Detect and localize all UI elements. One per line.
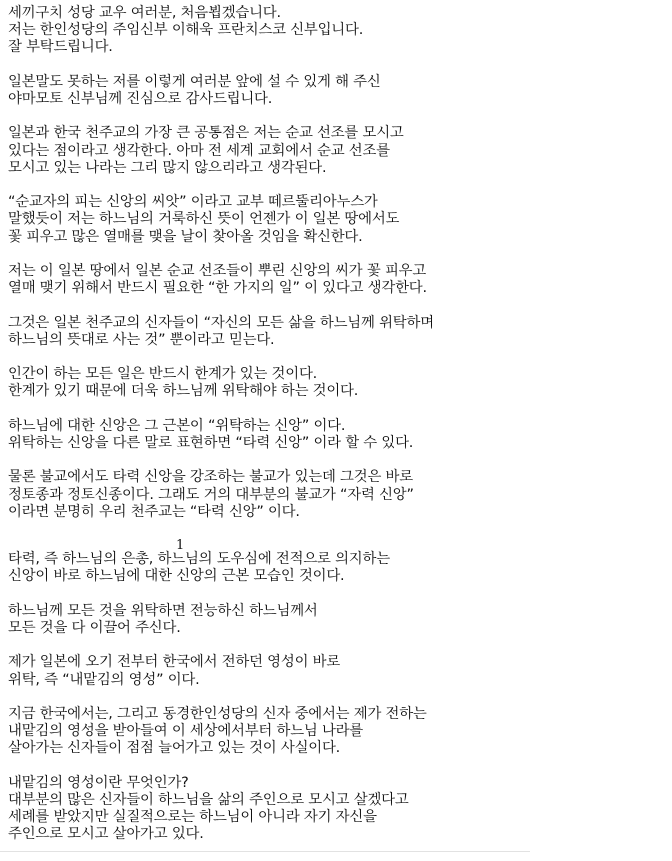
page-number: 1 bbox=[176, 538, 185, 554]
text-line: 정토종과 정토신종이다. 그래도 거의 대부분의 불교가 “자력 신앙” bbox=[8, 486, 414, 503]
text-line: 일본말도 못하는 저를 이렇게 여러분 앞에 설 수 있게 해 주신 bbox=[8, 73, 381, 90]
text-line: “순교자의 피는 신앙의 씨앗” 이라고 교부 떼르뚤리아누스가 bbox=[8, 194, 378, 211]
paragraph bbox=[8, 366, 668, 400]
text-line: 살아가는 신자들이 점점 늘어가고 있는 것이 사실이다. bbox=[8, 740, 341, 757]
text-line: 열매 맺기 위해서 반드시 필요한 “한 가지의 일” 이 있다고 생각한다. bbox=[8, 280, 427, 297]
text-line: 저는 한인성당의 주임신부 이해욱 프란치스코 신부입니다. bbox=[8, 22, 364, 39]
text-line: 제가 일본에 오기 전부터 한국에서 전하던 영성이 바로 bbox=[8, 654, 341, 671]
text-line: 일본과 한국 천주교의 가장 큰 공통점은 저는 순교 선조를 모시고 bbox=[8, 125, 404, 142]
text-line: 주인으로 모시고 살아가고 있다. bbox=[8, 826, 204, 843]
text-line: 세끼구치 성당 교우 여러분, 처음뵙겠습니다. bbox=[8, 5, 281, 21]
text-line: 꽃 피우고 많은 열매를 맺을 날이 찾아올 것임을 확신한다. bbox=[8, 228, 363, 245]
document-body bbox=[8, 5, 668, 861]
text-line: 내맡김의 영성이란 무엇인가? bbox=[8, 774, 189, 791]
paragraph bbox=[8, 538, 668, 585]
text-line: 잘 부탁드립니다. bbox=[8, 39, 113, 56]
paragraph bbox=[8, 775, 668, 844]
paragraph bbox=[8, 654, 668, 688]
text-line: 하느님에 대한 신앙은 그 근본이 “위탁하는 신앙” 이다. bbox=[8, 417, 346, 434]
text-line: 위탁, 즉 “내맡김의 영성” 이다. bbox=[8, 671, 200, 688]
text-line: 세례를 받았지만 실질적으로는 하느님이 아니라 자기 자신을 bbox=[8, 809, 377, 826]
text-line: 모시고 있는 나라는 그리 많지 않으리라고 생각된다. bbox=[8, 159, 327, 176]
text-line: 내맡김의 영성을 받아들여 이 세상에서부터 하느님 나라를 bbox=[8, 723, 364, 740]
paragraph bbox=[8, 74, 668, 108]
paragraph bbox=[8, 125, 668, 177]
text-line: 위탁하는 신앙을 다른 말로 표현하면 “타력 신앙” 이라 할 수 있다. bbox=[8, 434, 414, 451]
paragraph bbox=[8, 5, 668, 57]
text-line: 있다는 점이라고 생각한다. 아마 전 세계 교회에서 순교 선조를 bbox=[8, 142, 390, 159]
text-line: 지금 한국에서는, 그리고 동경한인성당의 신자 중에서는 제가 전하는 bbox=[8, 705, 427, 722]
paragraph bbox=[8, 418, 668, 452]
page-bottom-rule bbox=[0, 851, 530, 852]
text-line: 타력, 즉 하느님의 은총, 하느님의 도우심에 전적으로 의지하는 bbox=[8, 551, 390, 568]
text-line: 야마모토 신부님께 진심으로 감사드립니다. bbox=[8, 91, 273, 107]
paragraph bbox=[8, 194, 668, 246]
paragraph bbox=[8, 263, 668, 297]
text-line: 그것은 일본 천주교의 신자들이 “자신의 모든 삶을 하느님께 위탁하며 bbox=[8, 314, 434, 331]
text-line: 이라면 분명히 우리 천주교는 “타력 신앙” 이다. bbox=[8, 503, 300, 520]
paragraph bbox=[8, 469, 668, 521]
paragraph bbox=[8, 706, 668, 758]
text-line: 한계가 있기 때문에 더욱 하느님께 위탁해야 하는 것이다. bbox=[8, 383, 359, 400]
text-line: 물론 불교에서도 타력 신앙을 강조하는 불교가 있는데 그것은 바로 bbox=[8, 469, 413, 486]
paragraph bbox=[8, 315, 668, 349]
paragraph bbox=[8, 603, 668, 637]
text-line: 하느님께 모든 것을 위탁하면 전능하신 하느님께서 bbox=[8, 602, 318, 619]
text-line: 모든 것을 다 이끌어 주신다. bbox=[8, 619, 181, 636]
text-line: 하느님의 뜻대로 사는 것” 뿐이라고 믿는다. bbox=[8, 331, 275, 348]
text-line: 대부분의 많은 신자들이 하느님을 삶의 주인으로 모시고 살겠다고 bbox=[8, 791, 409, 808]
text-line: 신앙이 바로 하느님에 대한 신앙의 근본 모습인 것이다. bbox=[8, 568, 345, 585]
text-line: 인간이 하는 모든 일은 반드시 한계가 있는 것이다. bbox=[8, 366, 318, 383]
text-line: 말했듯이 저는 하느님의 거룩하신 뜻이 언젠가 이 일본 땅에서도 bbox=[8, 211, 400, 228]
text-line: 저는 이 일본 땅에서 일본 순교 선조들이 뿌린 신앙의 씨가 꽃 피우고 bbox=[8, 262, 427, 279]
